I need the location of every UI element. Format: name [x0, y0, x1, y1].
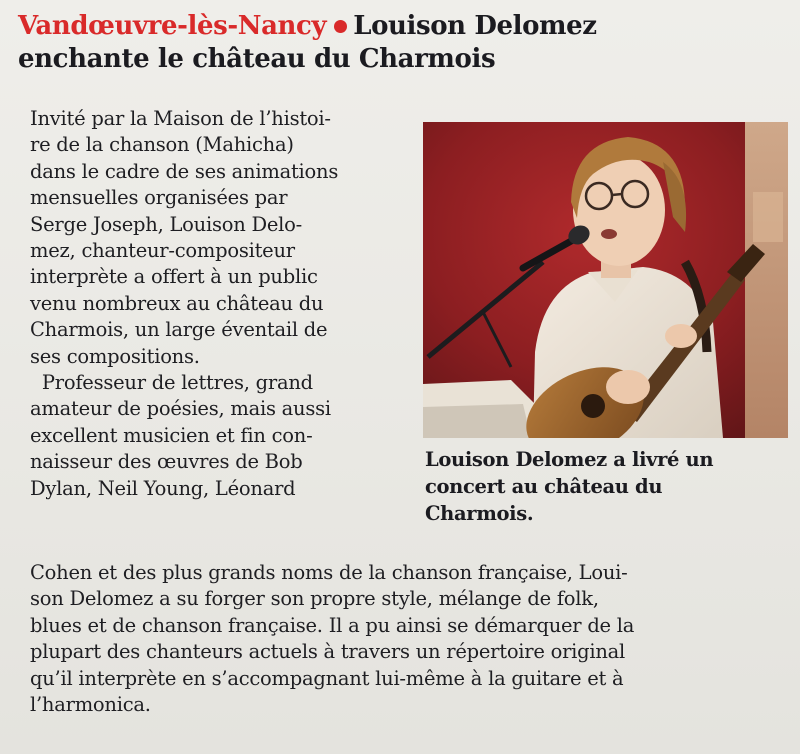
article-body-full-width [30, 560, 634, 718]
caption-line: Louison Delomez a livré un [425, 448, 714, 471]
body-line: re de la chanson (Mahicha) [30, 133, 294, 157]
headline-kicker: Vandœuvre-lès-Nancy [18, 11, 327, 41]
red-dot-icon [334, 20, 347, 33]
body-line: blues et de chanson française. Il a pu ainsi se démarquer de la [30, 613, 635, 637]
body-line: naisseur des œuvres de Bob [30, 450, 303, 474]
article-headline [18, 10, 788, 76]
body-line: mensuelles organisées par [30, 186, 288, 210]
body-line: Cohen et des plus grands noms de la chanson française, Loui- [30, 561, 628, 584]
body-line: Serge Joseph, Louison Delo- [30, 212, 302, 236]
body-line: plupart des chanteurs actuels à travers un répertoire original [30, 640, 626, 664]
body-line: qu’il interprète en s’accompagnant lui-même à la guitare et à [30, 666, 624, 690]
body-line: son Delomez a su forger son propre style, mélange de folk, [30, 587, 599, 611]
headline-title-line2: enchante le château du Charmois [18, 44, 496, 74]
article-body-column [30, 106, 338, 502]
body-line: dans le cadre de ses animations [30, 159, 339, 183]
body-line: ses compositions. [30, 344, 200, 368]
body-line: interprète a offert à un public [30, 265, 318, 289]
body-line: amateur de poésies, mais aussi [30, 397, 331, 421]
body-line: Invité par la Maison de l’histoi- [30, 107, 331, 130]
headline-title-line1: Louison Delomez [353, 11, 597, 41]
body-line: Dylan, Neil Young, Léonard [30, 476, 296, 500]
body-line: Professeur de lettres, grand [30, 371, 313, 395]
photo-caption [425, 446, 785, 527]
body-line: l’harmonica. [30, 693, 151, 717]
body-line: excellent musicien et fin con- [30, 423, 313, 447]
body-line: venu nombreux au château du [30, 291, 324, 315]
caption-line: concert au château du [425, 475, 663, 498]
caption-line: Charmois. [425, 502, 534, 525]
body-line: mez, chanteur-compositeur [30, 239, 295, 263]
singer-illustration [423, 122, 788, 438]
body-line: Charmois, un large éventail de [30, 318, 328, 342]
concert-photo [423, 122, 788, 438]
